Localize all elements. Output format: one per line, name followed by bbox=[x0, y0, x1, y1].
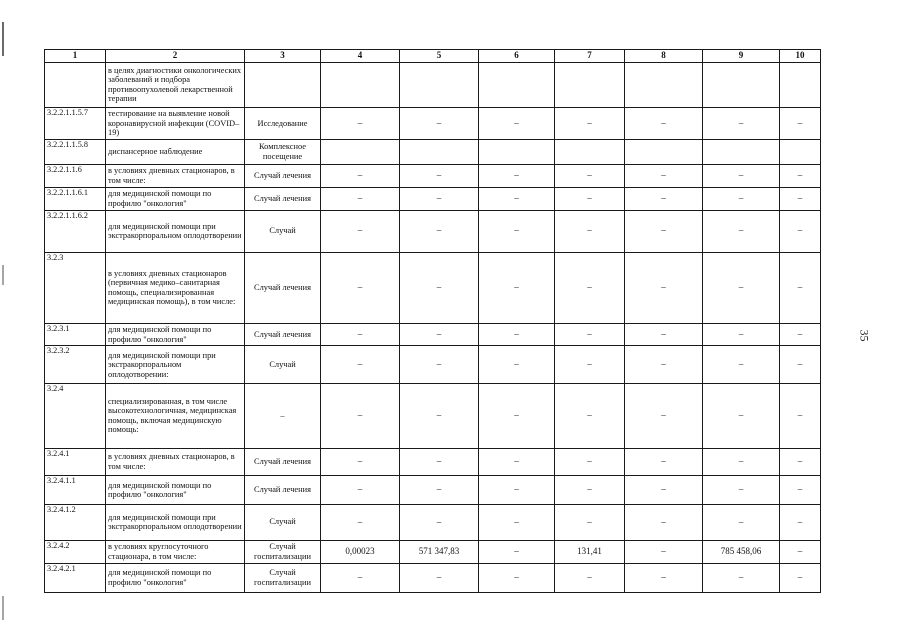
row-name: в целях диагностики онкологических заболеваний и подбора противоопухолевой лекарственной терапии bbox=[106, 62, 245, 108]
row-value: – bbox=[321, 108, 400, 139]
row-value: 0,00023 bbox=[321, 540, 400, 563]
row-value: – bbox=[703, 505, 780, 541]
row-value: – bbox=[625, 540, 703, 563]
table-row bbox=[45, 62, 821, 108]
row-value: – bbox=[625, 346, 703, 384]
page-number: 35 bbox=[857, 329, 872, 342]
row-value: – bbox=[780, 210, 821, 252]
column-header: 3 bbox=[245, 50, 321, 63]
row-unit: Исследование bbox=[245, 108, 321, 139]
row-name: для медицинской помощи при экстракорпоральном оплодотворении bbox=[106, 505, 245, 541]
row-value: – bbox=[555, 210, 625, 252]
row-unit: Случай bbox=[245, 346, 321, 384]
row-value: – bbox=[703, 448, 780, 475]
row-value: – bbox=[780, 384, 821, 449]
row-value: – bbox=[321, 563, 400, 592]
row-value: – bbox=[555, 108, 625, 139]
row-code: 3.2.4.2.1 bbox=[45, 563, 106, 592]
row-unit: Случай госпитализации bbox=[245, 563, 321, 592]
row-value bbox=[479, 139, 555, 164]
table-row bbox=[45, 505, 821, 541]
row-value: – bbox=[780, 323, 821, 346]
row-unit: Случай bbox=[245, 505, 321, 541]
row-value: – bbox=[400, 448, 479, 475]
row-value: – bbox=[625, 164, 703, 187]
row-value: – bbox=[321, 323, 400, 346]
row-unit: Случай госпитализации bbox=[245, 540, 321, 563]
row-value bbox=[400, 62, 479, 108]
row-value: – bbox=[479, 563, 555, 592]
row-value: – bbox=[400, 210, 479, 252]
row-value: – bbox=[625, 323, 703, 346]
row-value: – bbox=[703, 384, 780, 449]
row-value: – bbox=[625, 384, 703, 449]
row-value: – bbox=[555, 448, 625, 475]
row-name: в условиях дневных стационаров, в том числе: bbox=[106, 164, 245, 187]
row-name: диспансерное наблюдение bbox=[106, 139, 245, 164]
table-row bbox=[45, 540, 821, 563]
row-value: – bbox=[780, 108, 821, 139]
row-value bbox=[780, 139, 821, 164]
row-code: 3.2.2.1.1.6.2 bbox=[45, 210, 106, 252]
table-row bbox=[45, 252, 821, 323]
row-value: – bbox=[321, 210, 400, 252]
row-value: – bbox=[703, 252, 780, 323]
table-row bbox=[45, 187, 821, 210]
tariff-table bbox=[44, 49, 821, 593]
left-margin-mark-middle bbox=[2, 265, 4, 285]
row-value bbox=[625, 62, 703, 108]
row-value: 785 458,06 bbox=[703, 540, 780, 563]
row-code bbox=[45, 62, 106, 108]
row-name: специализированная, в том числе высокотехнологичная, медицинская помощь, включая медицинскую помощь: bbox=[106, 384, 245, 449]
row-code: 3.2.3.2 bbox=[45, 346, 106, 384]
row-code: 3.2.2.1.1.6.1 bbox=[45, 187, 106, 210]
row-code: 3.2.2.1.1.5.7 bbox=[45, 108, 106, 139]
row-unit: Случай лечения bbox=[245, 448, 321, 475]
row-name: для медицинской помощи при экстракорпоральном оплодотворении bbox=[106, 210, 245, 252]
column-header: 1 bbox=[45, 50, 106, 63]
row-value: – bbox=[555, 187, 625, 210]
row-value: – bbox=[625, 475, 703, 504]
row-value: 131,41 bbox=[555, 540, 625, 563]
table-row bbox=[45, 448, 821, 475]
row-value bbox=[555, 62, 625, 108]
row-value: – bbox=[479, 187, 555, 210]
row-value: – bbox=[479, 323, 555, 346]
table-row bbox=[45, 108, 821, 139]
row-value: – bbox=[479, 210, 555, 252]
row-value: – bbox=[703, 475, 780, 504]
row-value bbox=[703, 62, 780, 108]
row-value bbox=[479, 62, 555, 108]
row-value: – bbox=[400, 346, 479, 384]
row-value: – bbox=[780, 346, 821, 384]
row-value: – bbox=[400, 505, 479, 541]
row-value: – bbox=[479, 475, 555, 504]
row-value: – bbox=[555, 346, 625, 384]
row-value: – bbox=[321, 187, 400, 210]
row-code: 3.2.2.1.1.5.8 bbox=[45, 139, 106, 164]
row-value bbox=[400, 139, 479, 164]
row-code: 3.2.3.1 bbox=[45, 323, 106, 346]
row-value bbox=[321, 62, 400, 108]
row-value bbox=[321, 139, 400, 164]
row-value: – bbox=[479, 164, 555, 187]
row-value: – bbox=[625, 108, 703, 139]
table-row bbox=[45, 563, 821, 592]
left-margin-mark-top bbox=[2, 22, 4, 56]
row-name: в условиях дневных стационаров, в том числе: bbox=[106, 448, 245, 475]
row-value: – bbox=[780, 475, 821, 504]
table-row bbox=[45, 384, 821, 449]
row-value: – bbox=[555, 323, 625, 346]
row-value: – bbox=[321, 505, 400, 541]
row-value: – bbox=[321, 346, 400, 384]
row-value: – bbox=[625, 505, 703, 541]
row-value: – bbox=[625, 252, 703, 323]
row-value: – bbox=[555, 505, 625, 541]
row-value: – bbox=[400, 164, 479, 187]
left-margin-mark-bottom bbox=[2, 596, 4, 620]
row-name: в условиях дневных стационаров (первичная медико–санитарная помощь, специализированная медицинская помощь), в том числе: bbox=[106, 252, 245, 323]
row-value: – bbox=[479, 252, 555, 323]
table-row bbox=[45, 475, 821, 504]
row-unit: – bbox=[245, 384, 321, 449]
row-value: – bbox=[780, 164, 821, 187]
row-value: – bbox=[400, 108, 479, 139]
row-value: – bbox=[703, 563, 780, 592]
row-value: – bbox=[780, 252, 821, 323]
row-value: – bbox=[703, 210, 780, 252]
row-code: 3.2.4.1.1 bbox=[45, 475, 106, 504]
row-value: – bbox=[321, 252, 400, 323]
row-value: – bbox=[400, 563, 479, 592]
row-value bbox=[555, 139, 625, 164]
row-value: – bbox=[479, 384, 555, 449]
row-value: – bbox=[703, 108, 780, 139]
table-row bbox=[45, 164, 821, 187]
column-header: 9 bbox=[703, 50, 780, 63]
row-value: – bbox=[400, 323, 479, 346]
row-value: – bbox=[703, 346, 780, 384]
table-row bbox=[45, 139, 821, 164]
column-header: 4 bbox=[321, 50, 400, 63]
column-header: 8 bbox=[625, 50, 703, 63]
row-value: – bbox=[625, 563, 703, 592]
row-value bbox=[703, 139, 780, 164]
table-row bbox=[45, 210, 821, 252]
row-code: 3.2.3 bbox=[45, 252, 106, 323]
row-value: – bbox=[780, 540, 821, 563]
row-value: – bbox=[703, 164, 780, 187]
row-name: тестирование на выявление новой коронавирусной инфекции (COVID–19) bbox=[106, 108, 245, 139]
row-unit: Комплексное посещение bbox=[245, 139, 321, 164]
row-code: 3.2.2.1.1.6 bbox=[45, 164, 106, 187]
row-value: – bbox=[479, 540, 555, 563]
row-name: для медицинской помощи по профилю "онкология" bbox=[106, 563, 245, 592]
row-value: – bbox=[321, 384, 400, 449]
row-value: – bbox=[703, 323, 780, 346]
column-header: 6 bbox=[479, 50, 555, 63]
row-value: – bbox=[400, 384, 479, 449]
row-value: – bbox=[555, 164, 625, 187]
row-unit: Случай лечения bbox=[245, 252, 321, 323]
row-value: – bbox=[555, 252, 625, 323]
row-value: – bbox=[780, 563, 821, 592]
row-unit: Случай лечения bbox=[245, 164, 321, 187]
table-row bbox=[45, 346, 821, 384]
row-code: 3.2.4.2 bbox=[45, 540, 106, 563]
row-value: – bbox=[555, 563, 625, 592]
row-name: для медицинской помощи по профилю "онкология" bbox=[106, 187, 245, 210]
row-value: – bbox=[400, 252, 479, 323]
row-value bbox=[780, 62, 821, 108]
row-code: 3.2.4.1.2 bbox=[45, 505, 106, 541]
row-value: – bbox=[625, 448, 703, 475]
row-value: – bbox=[780, 187, 821, 210]
row-value: – bbox=[321, 448, 400, 475]
row-value: – bbox=[479, 505, 555, 541]
row-code: 3.2.4.1 bbox=[45, 448, 106, 475]
table-row bbox=[45, 323, 821, 346]
row-value: – bbox=[400, 187, 479, 210]
row-name: для медицинской помощи по профилю "онкология" bbox=[106, 475, 245, 504]
row-value: – bbox=[703, 187, 780, 210]
row-code: 3.2.4 bbox=[45, 384, 106, 449]
row-value: – bbox=[479, 108, 555, 139]
row-value: – bbox=[780, 505, 821, 541]
column-header: 7 bbox=[555, 50, 625, 63]
row-unit: Случай лечения bbox=[245, 187, 321, 210]
row-value: 571 347,83 bbox=[400, 540, 479, 563]
row-unit: Случай bbox=[245, 210, 321, 252]
row-value: – bbox=[555, 475, 625, 504]
row-value: – bbox=[321, 475, 400, 504]
column-number-row bbox=[45, 50, 821, 63]
row-value: – bbox=[400, 475, 479, 504]
row-value: – bbox=[555, 384, 625, 449]
column-header: 5 bbox=[400, 50, 479, 63]
row-value: – bbox=[780, 448, 821, 475]
row-value: – bbox=[479, 346, 555, 384]
row-value: – bbox=[321, 164, 400, 187]
row-name: для медицинской помощи по профилю "онкология" bbox=[106, 323, 245, 346]
row-name: в условиях круглосуточного стационара, в том числе: bbox=[106, 540, 245, 563]
row-unit: Случай лечения bbox=[245, 323, 321, 346]
column-header: 2 bbox=[106, 50, 245, 63]
row-value bbox=[625, 139, 703, 164]
row-value: – bbox=[625, 187, 703, 210]
row-value: – bbox=[625, 210, 703, 252]
column-header: 10 bbox=[780, 50, 821, 63]
row-unit: Случай лечения bbox=[245, 475, 321, 504]
row-name: для медицинской помощи при экстракорпоральном оплодотворении: bbox=[106, 346, 245, 384]
row-unit bbox=[245, 62, 321, 108]
row-value: – bbox=[479, 448, 555, 475]
